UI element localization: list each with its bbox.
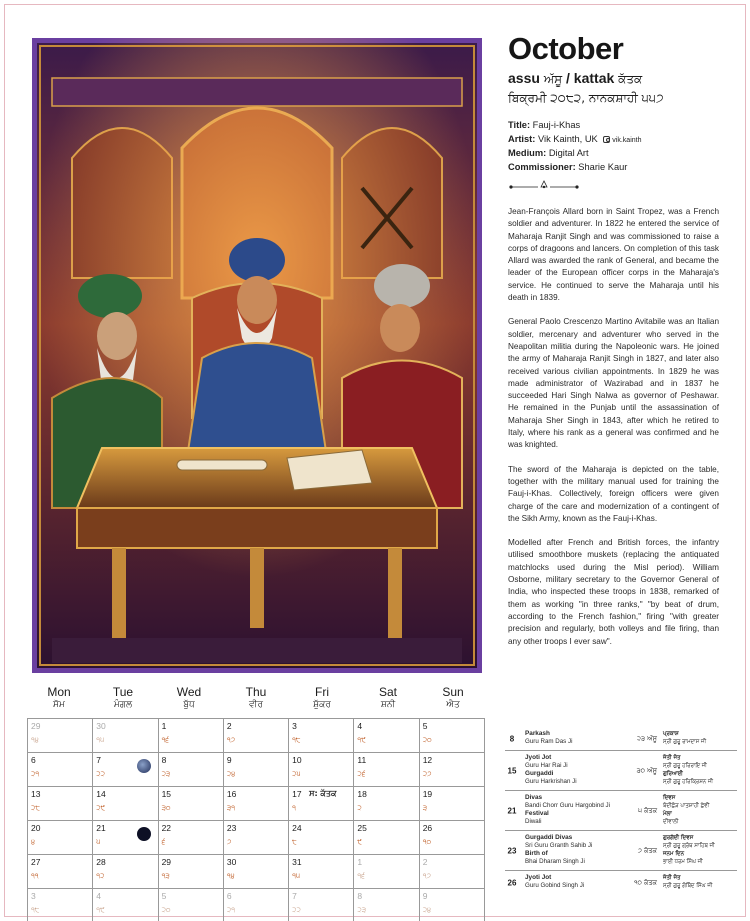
meta-title-value: Fauj-i-Khas	[532, 120, 581, 130]
day-number: 8	[357, 891, 363, 901]
day-number: 7	[96, 755, 102, 765]
artwork-meta	[508, 119, 641, 174]
calendar-day-cell[interactable]	[354, 719, 419, 753]
event-details-en	[525, 794, 617, 826]
weekday-gurmukhi: ਮੰਗਲ	[113, 700, 133, 710]
weekday-gurmukhi: ਸ਼ੁੱਕਰ	[313, 700, 331, 710]
day-number-gurmukhi: ੨੯	[96, 804, 106, 812]
event-name: Diwali	[525, 818, 542, 825]
event-name: Bandi Chorr Guru Hargobind Ji	[525, 802, 610, 809]
artwork-illustration	[32, 38, 482, 673]
day-number: 15	[161, 789, 172, 799]
month-sub-separator: /	[562, 70, 574, 86]
month-sub-gurmukhi: ਅੱਸੂ	[543, 72, 563, 86]
instagram-icon	[603, 136, 610, 143]
day-number: 21	[96, 823, 106, 833]
calendar-week-row	[28, 753, 485, 787]
event-details-gurmukhi	[663, 730, 739, 746]
day-number: 9	[226, 755, 232, 765]
day-number: 3	[31, 891, 36, 901]
event-name: Guru Ram Das Ji	[525, 738, 573, 745]
body-text	[508, 206, 719, 660]
month-sub-en-2: kattak	[573, 70, 615, 86]
calendar-day-cell[interactable]	[223, 787, 288, 821]
event-name-gurmukhi: ਸ੍ਰੀ ਗੁਰੂ ਹਰਿਰਾਇ ਜੀ	[663, 763, 707, 769]
day-number-gurmukhi: ੧੧	[31, 872, 39, 880]
calendar-day-cell[interactable]	[223, 719, 288, 753]
calendar-day-cell[interactable]	[289, 855, 354, 889]
event-row	[505, 791, 737, 831]
meta-title-label: Title:	[508, 120, 531, 130]
day-number: 10	[292, 755, 302, 765]
weekday-en: Wed	[176, 685, 202, 699]
event-details-en	[525, 834, 617, 866]
day-number-gurmukhi: ੨੦	[422, 736, 432, 744]
event-name-gurmukhi: ਭਾਈ ਧਰਮ ਸਿੰਘ ਜੀ	[663, 859, 703, 865]
day-number-gurmukhi: ੧੪	[226, 872, 235, 880]
meta-artist-value: Vik Kainth, UK	[537, 133, 598, 144]
event-name-gurmukhi: ਬੰਦੀਛੋੜ ਪਾਤਸ਼ਾਹੀ ਛੇਵੀਂ	[663, 803, 710, 809]
calendar-day-cell[interactable]	[289, 821, 354, 855]
event-name: Guru Gobind Singh Ji	[525, 882, 585, 889]
day-number-gurmukhi: ੧੬	[357, 872, 365, 880]
meta-artist-handle[interactable]	[603, 137, 641, 144]
day-number-gurmukhi: ੧੭	[226, 736, 236, 744]
meta-artist-label: Artist:	[508, 133, 536, 144]
calendar-day-cell[interactable]	[223, 889, 288, 921]
calendar-day-cell[interactable]	[419, 753, 484, 787]
calendar-day-cell[interactable]	[158, 753, 223, 787]
event-name-gurmukhi: ਦੀਵਾਲੀ	[663, 819, 679, 825]
event-day: 8	[509, 734, 515, 743]
event-name-gurmukhi: ਸ੍ਰੀ ਗੁਰੂ ਰਾਮਦਾਸ ਜੀ	[663, 739, 707, 745]
day-number-gurmukhi: ੮	[292, 838, 297, 846]
day-number-gurmukhi: ੨੬	[357, 770, 366, 778]
day-number: 6	[31, 755, 36, 765]
meta-commissioner-row	[508, 161, 641, 175]
calendar-day-cell[interactable]	[158, 719, 223, 753]
calendar-day-cell[interactable]	[158, 889, 223, 921]
day-number: 14	[96, 789, 106, 799]
event-type-gurmukhi: ਦਿਵਸ	[663, 795, 676, 801]
calendar-day-cell[interactable]	[93, 821, 158, 855]
calendar-day-cell[interactable]	[93, 855, 158, 889]
event-type: Jyoti Jot	[525, 754, 552, 761]
day-number-gurmukhi: ੧੫	[292, 872, 301, 880]
day-number: 2	[226, 721, 232, 731]
event-nanakshahi-date: ੭ ਕੱਤਕ	[637, 846, 657, 854]
day-number: 11	[357, 755, 367, 765]
day-number: 6	[226, 891, 232, 901]
event-type: Jyoti Jot	[525, 874, 552, 881]
event-type-gurmukhi: ਜਨਮ ਦਿਨ	[663, 851, 684, 857]
year-line: ਬਿਕ੍ਰਮੀ ੨੦੮੨, ਨਾਨਕਸ਼ਾਹੀ ੫੫੭	[508, 91, 664, 105]
event-nanakshahi-date: ੨੩ ਅੱਸੂ	[636, 734, 657, 742]
calendar-day-cell[interactable]	[28, 889, 93, 921]
event-name: Guru Har Rai Ji	[525, 762, 568, 769]
weekday-fri	[290, 685, 354, 710]
calendar-day-cell[interactable]	[289, 719, 354, 753]
calendar-day-cell[interactable]	[223, 753, 288, 787]
event-nanakshahi-date: ੧੦ ਕੱਤਕ	[634, 878, 657, 886]
day-number-gurmukhi: ੨੪	[226, 770, 236, 778]
day-number-gurmukhi: ੧੬	[161, 736, 169, 744]
body-paragraph: Jean-François Allard born in Saint Tropez, was a French soldier and adventurer. In 1822 he entered the service of Maharaja Ranjit Singh and was commissioned to raise a corps of dragoons and lancers. On completion of this task Allard was awarded the rank of General, and became the leader of the European officer corps in the Maharaja's service. He continued to serve the Maharaja until his death in 1839.	[508, 207, 719, 303]
meta-medium-row	[508, 147, 641, 161]
day-number: 29	[31, 721, 41, 731]
day-number-gurmukhi: ੨੨	[292, 906, 301, 914]
calendar-day-cell[interactable]	[419, 889, 484, 921]
day-number: 5	[422, 721, 428, 731]
event-name: Bhai Dharam Singh Ji	[525, 858, 585, 865]
day-number-gurmukhi: ੨੧	[226, 906, 235, 914]
calendar-day-cell[interactable]	[93, 753, 158, 787]
event-type: Parkash	[525, 730, 550, 737]
day-number: 16	[226, 789, 237, 799]
calendar-day-cell[interactable]	[419, 719, 484, 753]
weekday-wed	[157, 685, 221, 710]
calendar-day-cell[interactable]	[289, 889, 354, 921]
kattak-start-tag: ਸ: ਕੱਤਕ	[309, 789, 337, 798]
event-details-en	[525, 874, 617, 890]
artwork-fauj-i-khas	[32, 38, 482, 673]
day-number-gurmukhi: ੧੭	[422, 872, 432, 880]
day-number-gurmukhi: ੧੯	[96, 906, 105, 914]
day-number-gurmukhi: ੨੩	[357, 906, 367, 914]
day-number-gurmukhi: ੨੮	[31, 804, 40, 812]
calendar-day-cell[interactable]	[158, 821, 223, 855]
event-row	[505, 871, 737, 894]
calendar-day-cell[interactable]	[28, 753, 93, 787]
event-name: Guru Harkrishan Ji	[525, 778, 577, 785]
meta-medium-label: Medium:	[508, 148, 547, 158]
day-number: 30	[226, 857, 237, 867]
day-number-gurmukhi: ੨੧	[31, 770, 40, 778]
event-type-gurmukhi: ਪ੍ਰਕਾਸ਼	[663, 731, 679, 737]
event-type: Birth of	[525, 850, 548, 857]
weekday-gurmukhi: ਬੁੱਧ	[183, 700, 195, 710]
day-number-gurmukhi: ੩੧	[226, 804, 235, 812]
day-number: 3	[292, 721, 297, 731]
meta-artist-handle-text: vik.kainth	[612, 136, 642, 144]
event-name-gurmukhi: ਸ੍ਰੀ ਗੁਰੂ ਹਰਿਕ੍ਰਿਸ਼ਨ ਜੀ	[663, 779, 714, 785]
event-type-gurmukhi: ਗੁਰਗੱਦੀ ਦਿਵਸ	[663, 835, 694, 841]
day-number-gurmukhi: ੩	[422, 804, 428, 812]
calendar-day-cell[interactable]	[354, 855, 419, 889]
weekday-en: Sat	[378, 685, 397, 699]
day-number: 18	[357, 789, 367, 799]
event-nanakshahi-date: ੫ ਕੱਤਕ	[638, 806, 657, 814]
event-nanakshahi-date: ੩੦ ਅੱਸੂ	[636, 766, 657, 774]
event-type: Divas	[525, 794, 543, 801]
calendar-day-cell[interactable]	[419, 821, 484, 855]
calendar-body	[28, 719, 485, 921]
calendar-day-cell[interactable]	[354, 787, 419, 821]
weekday-en: Sun	[442, 685, 464, 699]
day-number-gurmukhi: ੧੨	[96, 872, 105, 880]
day-number-gurmukhi: ੨੩	[161, 770, 171, 778]
day-number: 8	[161, 755, 167, 765]
event-details-gurmukhi	[663, 794, 739, 826]
day-number: 2	[422, 857, 428, 867]
calendar-week-row	[28, 719, 485, 753]
day-number-gurmukhi: ੧੯	[357, 736, 366, 744]
calendar-grid	[27, 718, 485, 921]
calendar-day-cell[interactable]	[419, 787, 484, 821]
event-type: Festival	[525, 810, 549, 817]
day-number-gurmukhi: ੧੪	[31, 736, 39, 744]
day-number: 22	[161, 823, 172, 833]
month-title: October	[508, 31, 624, 66]
event-type-gurmukhi: ਜੋਤੀ ਜੋਤ	[663, 755, 681, 761]
day-number: 7	[292, 891, 297, 901]
day-number-gurmukhi: ੨੫	[292, 770, 301, 778]
calendar-day-cell[interactable]	[158, 787, 223, 821]
weekday-sat	[356, 685, 420, 710]
weekday-sun	[421, 685, 485, 710]
calendar-day-cell[interactable]	[289, 787, 354, 821]
day-number-gurmukhi: ੬	[161, 838, 166, 846]
body-paragraph: The sword of the Maharaja is depicted on the table, together with the military manual used for training the Fauj-i-Khas. Collectively, foreign officers were given charge of the care and modernization of a contingent of the Sikh Army, known as the Fauj-i-Khas.	[508, 464, 719, 523]
body-paragraph: General Paolo Crescenzo Martino Avitabile was an Italian soldier, mercenary and adventurer who served in the Neapolitan militia during the Napoleonic wars. He joined the army of Maharaja Ranjit Singh in 1827, and later also received various civilian appointments. In 1829 he was made administrator of Wazirabad and in 1837 he succeeded Hari Singh Nalwa as governor of Peshawar. He remained in the Punjab until the assassination of Maharaja Sher Singh in 1843, after which he retired to Italy, where his rank as a general was confirmed and he was knighted.	[508, 317, 719, 450]
event-details-en	[525, 754, 617, 786]
calendar-week-row	[28, 855, 485, 889]
event-type-gurmukhi: ਗੁਰਿਆਈ	[663, 771, 683, 777]
calendar-day-cell[interactable]	[93, 889, 158, 921]
events-list	[505, 727, 737, 894]
day-number-gurmukhi: ੨੨	[96, 770, 105, 778]
event-type-gurmukhi: ਜੋਤੀ ਜੋਤ	[663, 875, 681, 881]
weekday-gurmukhi: ਸੋਮ	[53, 700, 65, 710]
calendar-day-cell[interactable]	[289, 753, 354, 787]
day-number-gurmukhi: ੧੦	[422, 838, 432, 846]
day-number: 27	[31, 857, 41, 867]
event-details-en	[525, 730, 617, 746]
calendar-week-row	[28, 787, 485, 821]
meta-title-row	[508, 119, 641, 133]
weekday-thu	[224, 685, 288, 710]
weekday-en: Thu	[245, 685, 267, 699]
calendar-day-cell[interactable]	[28, 821, 93, 855]
body-paragraph: Modelled after French and British forces, the infantry utilised smoothbore muskets (replacing the antiquated matchlocks used during the Misl period). William Osborne, military secretary to the Governor General of India, who inspected these troops in 1838, remarked of them as working "in three ranks," "by beat of drum, according to the French fashion," firing "with greater precision and regularly, both volleys and file firing, than any other troops I ever saw".	[508, 538, 719, 646]
meta-commissioner-label: Commissioner:	[508, 161, 576, 172]
calendar-day-cell[interactable]	[354, 889, 419, 921]
day-number-gurmukhi: ੩੦	[161, 804, 171, 812]
day-number: 12	[422, 755, 433, 765]
day-number: 28	[96, 857, 106, 867]
meta-commissioner-value: Sharie Kaur	[578, 161, 628, 172]
day-number: 25	[357, 823, 367, 833]
weekday-en: Mon	[47, 685, 71, 699]
event-day: 23	[507, 846, 517, 855]
day-number-gurmukhi: ੭	[226, 838, 232, 846]
event-name-gurmukhi: ਸ੍ਰੀ ਗੁਰੂ ਗ੍ਰੰਥ ਸਾਹਿਬ ਜੀ	[663, 843, 715, 849]
day-number-gurmukhi: ੧੩	[161, 872, 170, 880]
day-number: 26	[422, 823, 433, 833]
day-number: 13	[31, 789, 41, 799]
event-name: Sri Guru Granth Sahib Ji	[525, 842, 593, 849]
month-sub-gurmukhi-2: ਕੱਤਕ	[618, 72, 643, 86]
ornament-divider-icon	[508, 180, 580, 190]
day-number-gurmukhi: ੨	[357, 804, 362, 812]
day-number: 20	[31, 823, 41, 833]
day-number: 1	[161, 721, 167, 731]
event-name-gurmukhi: ਸ੍ਰੀ ਗੁਰੂ ਗੋਬਿੰਦ ਸਿੰਘ ਜੀ	[663, 883, 713, 889]
calendar-day-cell[interactable]	[354, 821, 419, 855]
day-number: 30	[96, 721, 106, 731]
calendar-week-row	[28, 889, 485, 921]
weekday-en: Tue	[112, 685, 134, 699]
calendar-day-cell[interactable]	[28, 787, 93, 821]
month-subtitle	[508, 70, 642, 87]
weekday-en: Fri	[315, 685, 329, 699]
day-number: 24	[292, 823, 302, 833]
day-number-gurmukhi: ੫	[96, 838, 101, 846]
event-row	[505, 727, 737, 751]
event-details-gurmukhi	[663, 834, 739, 866]
day-number: 9	[422, 891, 428, 901]
meta-artist-row	[508, 133, 641, 148]
calendar-week-row	[28, 821, 485, 855]
weekday-tue	[91, 685, 155, 710]
weekday-gurmukhi: ਸ਼ਨੀ	[380, 700, 396, 710]
event-details-gurmukhi	[663, 874, 739, 890]
day-number-gurmukhi: ੯	[357, 838, 362, 846]
day-number: 4	[96, 891, 102, 901]
day-number: 4	[357, 721, 363, 731]
day-number-gurmukhi: ੧੮	[31, 906, 40, 914]
event-day: 26	[507, 878, 517, 887]
day-number: 1	[357, 857, 363, 867]
calendar-day-cell[interactable]	[28, 855, 93, 889]
event-details-gurmukhi	[663, 754, 739, 786]
day-number-gurmukhi: ੨੦	[161, 906, 171, 914]
event-day: 21	[507, 806, 517, 815]
calendar-day-cell[interactable]	[223, 821, 288, 855]
day-number-gurmukhi: ੨੭	[422, 770, 432, 778]
month-sub-en: assu	[508, 70, 540, 86]
day-number: 19	[422, 789, 433, 799]
day-number-gurmukhi: ੨੪	[422, 906, 432, 914]
day-number: 29	[161, 857, 172, 867]
day-number-gurmukhi: ੧	[292, 804, 296, 812]
day-number: 31	[292, 857, 302, 867]
day-number-gurmukhi: ੧੮	[292, 736, 301, 744]
event-day: 15	[507, 766, 517, 775]
weekday-gurmukhi: ਵੀਰ	[249, 700, 263, 710]
day-number: 5	[161, 891, 167, 901]
weekday-gurmukhi: ਐਤ	[446, 700, 460, 710]
event-type-gurmukhi: ਮੇਲਾ	[663, 811, 672, 817]
event-type: Gurgaddi Divas	[525, 834, 573, 841]
day-number: 17	[292, 789, 302, 799]
meta-medium-value: Digital Art	[548, 148, 589, 158]
calendar-day-cell[interactable]	[158, 855, 223, 889]
calendar-day-cell[interactable]	[93, 787, 158, 821]
calendar-day-cell[interactable]	[28, 719, 93, 753]
weekday-mon	[27, 685, 91, 710]
event-row	[505, 751, 737, 791]
calendar-day-cell[interactable]	[354, 753, 419, 787]
event-row	[505, 831, 737, 871]
day-number: 23	[226, 823, 237, 833]
day-number-gurmukhi: ੧੫	[96, 736, 105, 744]
day-number-gurmukhi: ੪	[31, 838, 36, 846]
calendar-day-cell[interactable]	[419, 855, 484, 889]
calendar-day-cell[interactable]	[223, 855, 288, 889]
calendar-day-cell[interactable]	[93, 719, 158, 753]
event-type: Gurgaddi	[525, 770, 554, 777]
